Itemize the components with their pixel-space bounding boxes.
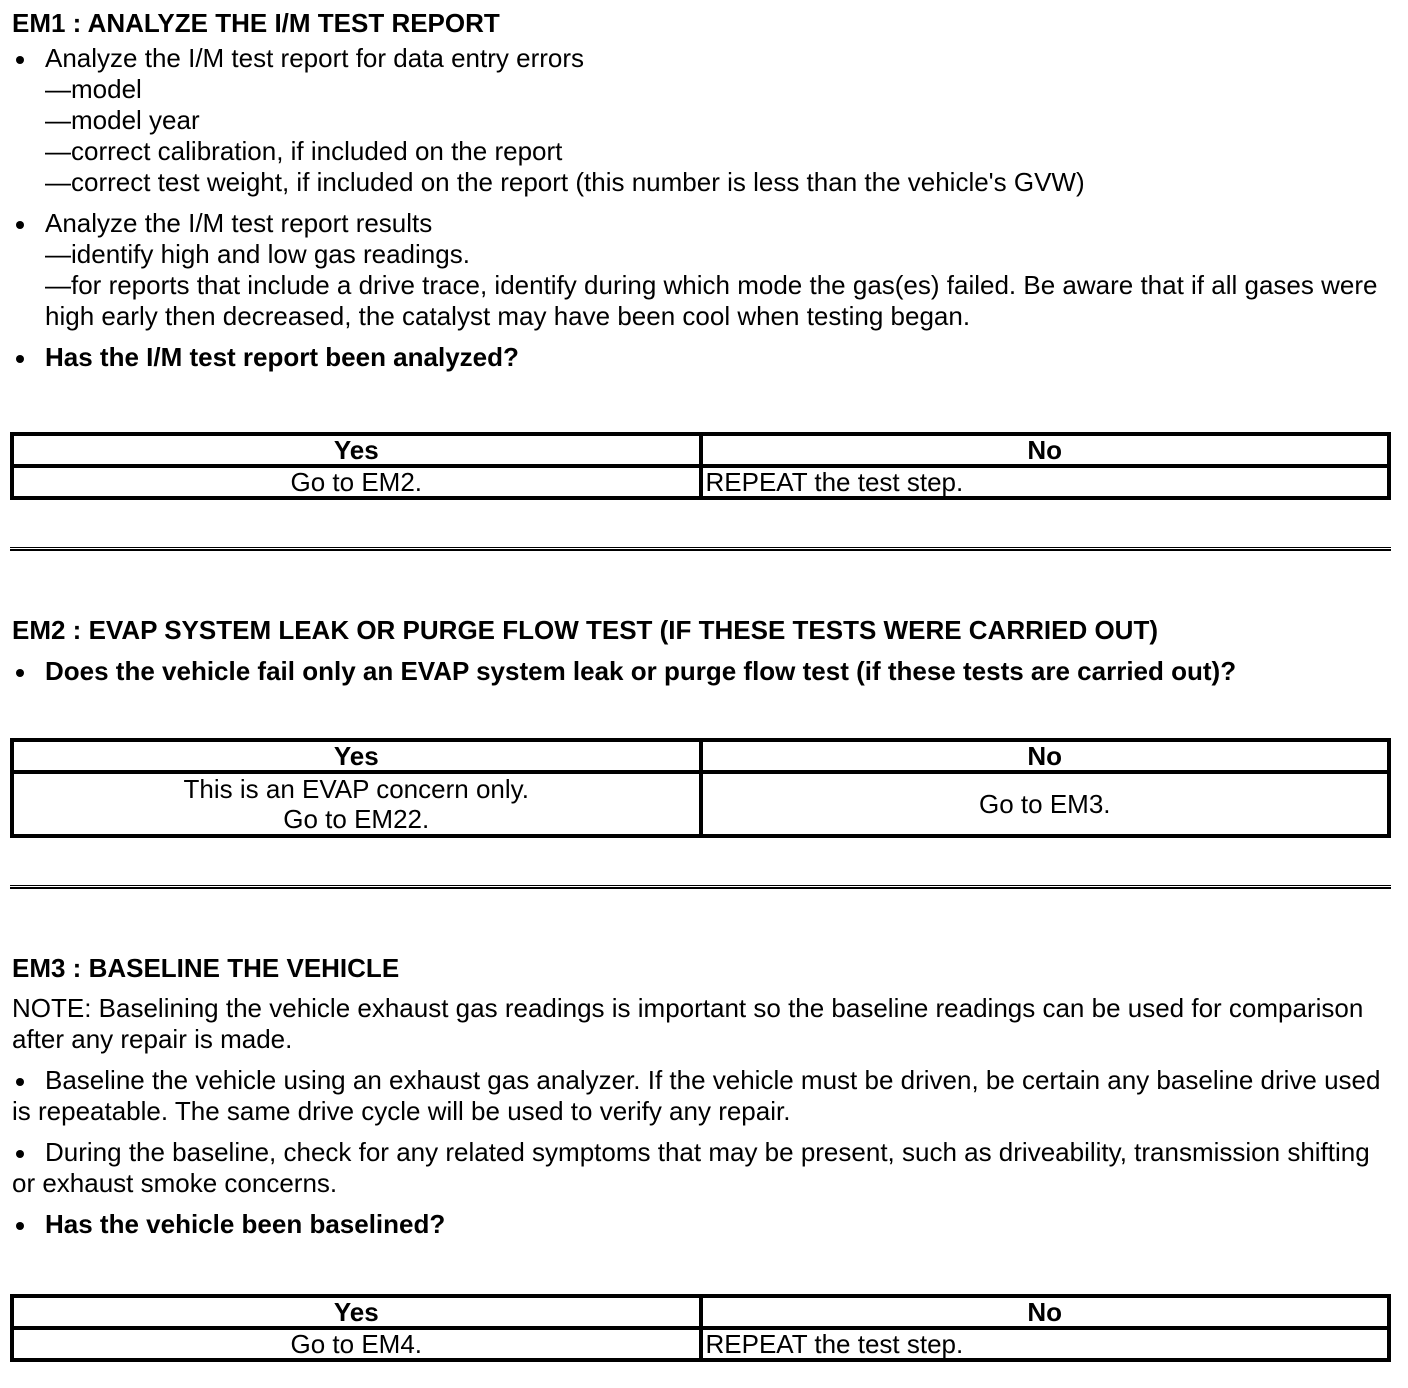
em3-bullet-1: [12, 1065, 1392, 1127]
em3-yes-no-table: [10, 1294, 1391, 1362]
bullet-icon: [16, 669, 24, 677]
no-header: No: [701, 1296, 1390, 1328]
em1-bullet-1-item: —correct calibration, if included on the report: [45, 136, 563, 166]
yes-value: [12, 772, 701, 836]
no-value: REPEAT the test step.: [701, 1328, 1390, 1360]
yes-header: Yes: [12, 1296, 701, 1328]
section-divider: [10, 547, 1391, 551]
em3-section: [12, 953, 1392, 1240]
bullet-icon: [16, 56, 24, 64]
em3-bullet-1-text: Baseline the vehicle using an exhaust gas analyzer. If the vehicle must be driven, be certain any baseline drive used is repeatable. The same drive cycle will be used to verify any repair.: [12, 1065, 1381, 1126]
em1-bullet-1-text: Analyze the I/M test report for data entry errors: [45, 43, 585, 73]
em3-question: [12, 1209, 1392, 1240]
yes-header: Yes: [12, 434, 701, 466]
em1-bullet-2: [12, 208, 1392, 332]
em3-bullet-2-text: During the baseline, check for any related symptoms that may be present, such as driveability, transmission shifting or exhaust smoke concerns.: [12, 1137, 1370, 1198]
em2-section: [12, 615, 1392, 687]
no-header: No: [701, 434, 1390, 466]
em1-bullet-2-item: —identify high and low gas readings.: [45, 239, 470, 269]
bullet-icon: [16, 221, 24, 229]
em1-bullet-1: [12, 43, 1392, 198]
em2-question-text: Does the vehicle fail only an EVAP system leak or purge flow test (if these tests are carried out)?: [45, 656, 1237, 686]
yes-value-line: Go to EM22.: [283, 804, 430, 834]
bullet-icon: [16, 1078, 24, 1086]
em1-question: [12, 342, 1392, 373]
yes-value: Go to EM4.: [12, 1328, 701, 1360]
em2-heading: EM2 : EVAP SYSTEM LEAK OR PURGE FLOW TEST (IF THESE TESTS WERE CARRIED OUT): [12, 615, 1158, 645]
em3-bullet-2: [12, 1137, 1392, 1199]
bullet-icon: [16, 1222, 24, 1230]
bullet-icon: [16, 355, 24, 363]
bullet-icon: [16, 1150, 24, 1158]
em3-question-text: Has the vehicle been baselined?: [45, 1209, 446, 1239]
em2-question: [12, 656, 1392, 687]
em1-bullet-2-item: —for reports that include a drive trace, identify during which mode the gas(es) failed. Be aware that if all gases were high early then decreased, the catalyst may have been cool when testing began.: [45, 270, 1378, 331]
no-header: No: [701, 740, 1390, 772]
em1-yes-no-table: [10, 432, 1391, 500]
em2-yes-no-table: [10, 738, 1391, 838]
em1-heading: EM1 : ANALYZE THE I/M TEST REPORT: [12, 8, 500, 38]
yes-header: Yes: [12, 740, 701, 772]
yes-value: Go to EM2.: [12, 466, 701, 498]
section-divider: [10, 885, 1391, 889]
em1-section: [12, 8, 1392, 373]
em1-bullet-1-item: —model year: [45, 105, 200, 135]
em1-bullet-1-item: —correct test weight, if included on the report (this number is less than the vehicle's GVW): [45, 167, 1085, 197]
em1-bullet-2-text: Analyze the I/M test report results: [45, 208, 433, 238]
em1-bullet-1-item: —model: [45, 74, 142, 104]
em1-question-text: Has the I/M test report been analyzed?: [45, 342, 519, 372]
no-value: REPEAT the test step.: [701, 466, 1390, 498]
yes-value-line: This is an EVAP concern only.: [183, 774, 529, 804]
no-value: Go to EM3.: [701, 772, 1390, 836]
em3-heading: EM3 : BASELINE THE VEHICLE: [12, 953, 400, 983]
em3-note: NOTE: Baselining the vehicle exhaust gas readings is important so the baseline readings can be used for comparison after any repair is made.: [12, 993, 1364, 1054]
